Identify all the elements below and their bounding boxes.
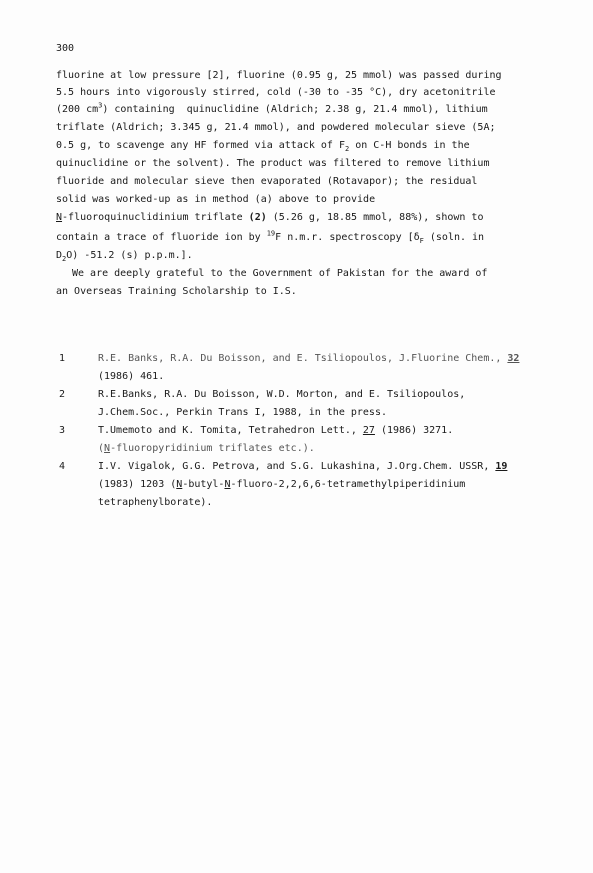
reference-line xyxy=(98,479,465,491)
subscript: 2 xyxy=(344,145,350,153)
text-run: -fluoro-2,2,6,6-tetramethylpiperidinium xyxy=(230,479,466,490)
text-run: O) -51.2 (s) p.p.m.]. xyxy=(66,250,193,261)
text-run: -butyl- xyxy=(182,479,225,490)
text-run: (5.26 g, 18.85 mmol, 88%), shown to xyxy=(266,212,484,223)
reference-line xyxy=(98,425,453,437)
text-run: -fluoroquinuclidinium triflate xyxy=(62,212,249,223)
reference-line xyxy=(98,443,315,455)
body-line xyxy=(56,101,488,116)
body-line: We are deeply grateful to the Government of Pakistan for the award of xyxy=(72,268,488,279)
reference-line xyxy=(98,353,519,365)
text-run: contain a trace of fluoride ion by xyxy=(56,232,267,243)
body-line: 5.5 hours into vigorously stirred, cold (-30 to -35 °C), dry acetonitrile xyxy=(56,87,496,98)
text-run: 0.5 g, to scavenge any HF formed via attack of F xyxy=(56,140,345,151)
superscript: 19 xyxy=(266,229,276,238)
reference-line: R.E.Banks, R.A. Du Boisson, W.D. Morton, and E. Tsiliopoulos, xyxy=(98,389,466,400)
volume-number: 27 xyxy=(362,425,375,436)
body-line: fluoride and molecular sieve then evaporated (Rotavapor); the residual xyxy=(56,176,478,187)
text-run: F n.m.r. spectroscopy [δ xyxy=(275,232,420,243)
underlined-n: N xyxy=(56,212,63,223)
subscript: F xyxy=(419,237,424,245)
underlined-n: N xyxy=(176,479,183,490)
body-line: an Overseas Training Scholarship to I.S. xyxy=(56,286,297,297)
text-run: (200 cm xyxy=(56,104,99,115)
reference-number: 3 xyxy=(59,425,66,436)
body-line xyxy=(56,212,483,224)
text-run: (1983) 1203 ( xyxy=(98,479,177,490)
text-run: on C-H bonds in the xyxy=(349,140,470,151)
volume-number: 19 xyxy=(495,461,508,472)
text-run: I.V. Vigalok, G.G. Petrova, and S.G. Lukashina, J.Org.Chem. USSR, xyxy=(98,461,496,472)
reference-number: 2 xyxy=(59,389,66,400)
subscript: 2 xyxy=(62,255,67,263)
text-run: (soln. in xyxy=(423,232,485,243)
reference-line: tetraphenylborate). xyxy=(98,497,213,508)
body-line: quinuclidine or the solvent). The product was filtered to remove lithium xyxy=(56,158,490,169)
superscript: 3 xyxy=(98,101,103,110)
body-line xyxy=(56,229,485,245)
body-line: triflate (Aldrich; 3.345 g, 21.4 mmol), and powdered molecular sieve (5A; xyxy=(56,122,496,133)
body-line xyxy=(56,250,193,262)
text-run: R.E. Banks, R.A. Du Boisson, and E. Tsiliopoulos, J.Fluorine Chem., xyxy=(98,353,508,364)
text-run: ( xyxy=(98,443,105,454)
reference-line: (1986) 461. xyxy=(98,371,165,382)
reference-line xyxy=(98,461,507,473)
body-line xyxy=(56,140,470,152)
text-run: (1986) 3271. xyxy=(374,425,454,436)
body-line: fluorine at low pressure [2], fluorine (0.95 g, 25 mmol) was passed during xyxy=(56,70,502,81)
text-run: ) containing quinuclidine (Aldrich; 2.38 g, 21.4 mmol), lithium xyxy=(102,104,488,115)
body-line: solid was worked-up as in method (a) above to provide xyxy=(56,194,376,205)
reference-number: 1 xyxy=(59,353,66,364)
volume-number: 32 xyxy=(507,353,520,364)
underlined-n: N xyxy=(104,443,111,454)
reference-line: J.Chem.Soc., Perkin Trans I, 1988, in the press. xyxy=(98,407,387,418)
compound-number: (2) xyxy=(248,212,267,223)
text-run: -fluoropyridinium triflates etc.). xyxy=(110,443,315,454)
text-run: T.Umemoto and K. Tomita, Tetrahedron Lett., xyxy=(98,425,363,436)
text-run: D xyxy=(56,250,63,261)
underlined-n: N xyxy=(224,479,231,490)
reference-number: 4 xyxy=(59,461,66,472)
page-number: 300 xyxy=(56,43,75,54)
